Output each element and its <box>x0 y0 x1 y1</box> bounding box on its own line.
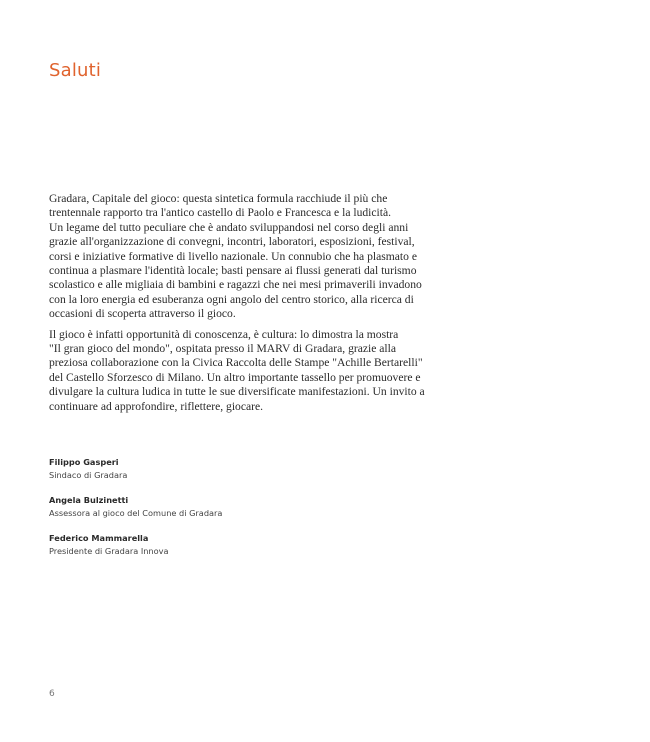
text-line: Il gioco è infatti opportunità di conoscenza, è cultura: lo dimostra la mostra <box>49 327 399 341</box>
paragraph-1 <box>49 192 429 322</box>
text-line: trentennale rapporto tra l'antico castello di Paolo e Francesca e la ludicità. <box>49 206 392 220</box>
text-line: grazie all'organizzazione di convegni, incontri, laboratori, esposizioni, festival, <box>49 235 415 249</box>
text-line: con la loro energia ed esuberanza ogni angolo del centro storico, alla ricerca di <box>49 292 414 306</box>
page-title: Saluti <box>49 60 102 81</box>
signature-block <box>49 532 222 558</box>
signer-role: Presidente di Gradara Innova <box>49 546 169 556</box>
signer-role: Assessora al gioco del Comune di Gradara <box>49 508 223 518</box>
text-line: del Castello Sforzesco di Milano. Un altro importante tassello per promuovere e <box>49 370 421 384</box>
text-line: continua a plasmare l'identità locale; basti pensare ai flussi generati dal turismo <box>49 264 417 278</box>
text-line: Gradara, Capitale del gioco: questa sintetica formula racchiude il più che <box>49 192 388 205</box>
signatures <box>49 456 222 570</box>
signer-name: Filippo Gasperi <box>49 457 119 467</box>
signature-block <box>49 494 222 520</box>
page-number: 6 <box>49 689 55 699</box>
text-line: preziosa collaborazione con la Civica Raccolta delle Stampe "Achille Bertarelli" <box>49 356 423 370</box>
body-text <box>49 192 429 420</box>
text-line: occasioni di scoperta attraverso il gioco. <box>49 307 236 321</box>
text-line: scolastico e alle migliaia di bambini e ragazzi che nei mesi primaverili invadono <box>49 278 422 292</box>
signer-role: Sindaco di Gradara <box>49 470 128 480</box>
text-line: Un legame del tutto peculiare che è andato sviluppandosi nel corso degli anni <box>49 220 409 234</box>
text-line: divulgare la cultura ludica in tutte le sue diversificate manifestazioni. Un invito a <box>49 385 425 399</box>
signer-name: Angela Bulzinetti <box>49 495 129 505</box>
text-line: corsi e iniziative formative di livello nazionale. Un connubio che ha plasmato e <box>49 249 417 263</box>
signature-block <box>49 456 222 482</box>
text-line: continuare ad approfondire, riflettere, giocare. <box>49 399 264 413</box>
signer-name: Federico Mammarella <box>49 533 149 543</box>
paragraph-2 <box>49 328 429 414</box>
text-line: "Il gran gioco del mondo", ospitata presso il MARV di Gradara, grazie alla <box>49 342 397 356</box>
